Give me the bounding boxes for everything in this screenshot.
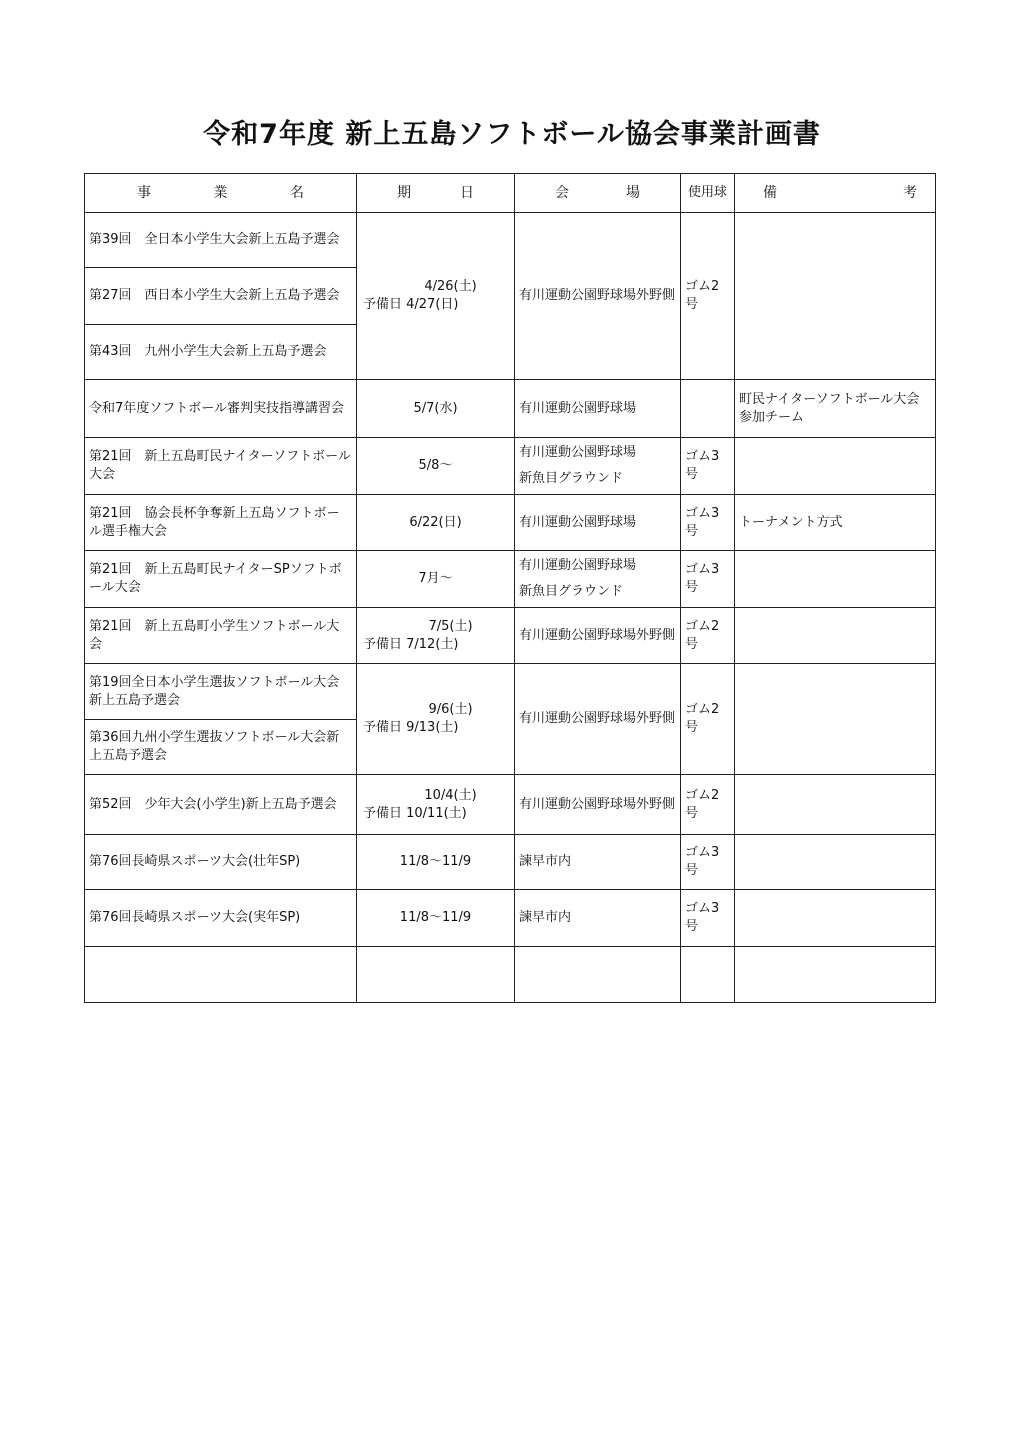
date-main: 9/6(土)	[428, 702, 473, 717]
event-note: トーナメント方式	[735, 495, 936, 551]
event-name: 第21回 新上五島町民ナイターSPソフトボール大会	[85, 551, 357, 608]
event-note	[735, 551, 936, 608]
event-venue: 有川運動公園野球場外野側	[515, 213, 681, 380]
event-date: 5/7(水)	[357, 380, 515, 438]
event-name: 令和7年度ソフトボール審判実技指導講習会	[85, 380, 357, 438]
event-venue: 諫早市内	[515, 835, 681, 890]
event-note	[735, 890, 936, 947]
venue-line: 新魚目グラウンド	[519, 471, 624, 486]
event-venue: 有川運動公園野球場	[515, 380, 681, 438]
event-note	[735, 608, 936, 664]
page-title: 令和7年度 新上五島ソフトボール協会事業計画書	[203, 119, 821, 150]
event-venue: 有川運動公園野球場	[515, 495, 681, 551]
venue-line: 有川運動公園野球場	[519, 558, 637, 573]
event-date: 5/8～	[357, 438, 515, 495]
event-name: 第19回全日本小学生選抜ソフトボール大会新上五島予選会	[85, 664, 357, 720]
empty-cell	[515, 947, 681, 1003]
event-note	[735, 213, 936, 380]
event-date: 6/22(日)	[357, 495, 515, 551]
event-date	[357, 775, 515, 835]
date-main: 10/4(土)	[424, 787, 477, 803]
table-row	[85, 664, 936, 720]
event-ball: ゴム2号	[681, 608, 735, 664]
empty-cell	[735, 947, 936, 1003]
event-name: 第43回 九州小学生大会新上五島予選会	[85, 325, 357, 380]
event-name: 第21回 協会長杯争奪新上五島ソフトボール選手権大会	[85, 495, 357, 551]
date-main: 4/26(土)	[424, 279, 477, 294]
event-name: 第39回 全日本小学生大会新上五島予選会	[85, 213, 357, 268]
table-row	[85, 438, 936, 495]
header-note: 備 考	[735, 174, 936, 213]
event-date: 7月～	[357, 551, 515, 608]
header-ball: 使用球	[681, 174, 735, 213]
event-venue: 有川運動公園野球場外野側	[515, 608, 681, 664]
event-ball: ゴム3号	[681, 438, 735, 495]
event-name: 第52回 少年大会(小学生)新上五島予選会	[85, 775, 357, 835]
event-ball	[681, 380, 735, 438]
event-ball: ゴム3号	[681, 835, 735, 890]
venue-line: 有川運動公園野球場	[519, 445, 637, 460]
empty-cell	[357, 947, 515, 1003]
event-note	[735, 835, 936, 890]
plan-table	[84, 173, 936, 1003]
event-ball: ゴム3号	[681, 495, 735, 551]
event-name: 第76回長崎県スポーツ大会(壮年SP)	[85, 835, 357, 890]
event-ball: ゴム3号	[681, 890, 735, 947]
event-name: 第27回 西日本小学生大会新上五島予選会	[85, 268, 357, 325]
date-spare: 予備日 10/11(土)	[363, 805, 467, 821]
empty-cell	[85, 947, 357, 1003]
event-note	[735, 775, 936, 835]
event-venue	[515, 438, 681, 495]
date-spare: 予備日 7/12(土)	[363, 636, 459, 652]
table-row	[85, 213, 936, 268]
table-row	[85, 890, 936, 947]
table-row	[85, 551, 936, 608]
table-row	[85, 608, 936, 664]
header-name: 事 業 名	[85, 174, 357, 213]
event-name: 第76回長崎県スポーツ大会(実年SP)	[85, 890, 357, 947]
event-date	[357, 664, 515, 775]
event-date	[357, 213, 515, 380]
event-ball: ゴム2号	[681, 213, 735, 380]
header-row	[85, 174, 936, 213]
event-note	[735, 664, 936, 775]
event-date	[357, 608, 515, 664]
event-name: 第21回 新上五島町小学生ソフトボール大会	[85, 608, 357, 664]
venue-line: 新魚目グラウンド	[519, 584, 624, 599]
event-ball: ゴム3号	[681, 551, 735, 608]
event-venue: 有川運動公園野球場外野側	[515, 664, 681, 775]
table-row	[85, 835, 936, 890]
event-ball: ゴム2号	[681, 775, 735, 835]
event-venue	[515, 551, 681, 608]
table-row	[85, 380, 936, 438]
event-venue: 諫早市内	[515, 890, 681, 947]
table-row	[85, 495, 936, 551]
event-date: 11/8～11/9	[357, 835, 515, 890]
event-venue: 有川運動公園野球場外野側	[515, 775, 681, 835]
event-ball: ゴム2号	[681, 664, 735, 775]
event-date: 11/8～11/9	[357, 890, 515, 947]
event-name: 第21回 新上五島町民ナイターソフトボール大会	[85, 438, 357, 495]
date-spare: 予備日 4/27(日)	[363, 297, 459, 312]
date-main: 7/5(土)	[428, 618, 473, 634]
event-name: 第36回九州小学生選抜ソフトボール大会新上五島予選会	[85, 720, 357, 775]
empty-row	[85, 947, 936, 1003]
header-date: 期 日	[357, 174, 515, 213]
date-spare: 予備日 9/13(土)	[363, 720, 459, 735]
event-note	[735, 438, 936, 495]
event-note: 町民ナイターソフトボール大会参加チーム	[735, 380, 936, 438]
header-venue: 会 場	[515, 174, 681, 213]
table-row	[85, 775, 936, 835]
empty-cell	[681, 947, 735, 1003]
